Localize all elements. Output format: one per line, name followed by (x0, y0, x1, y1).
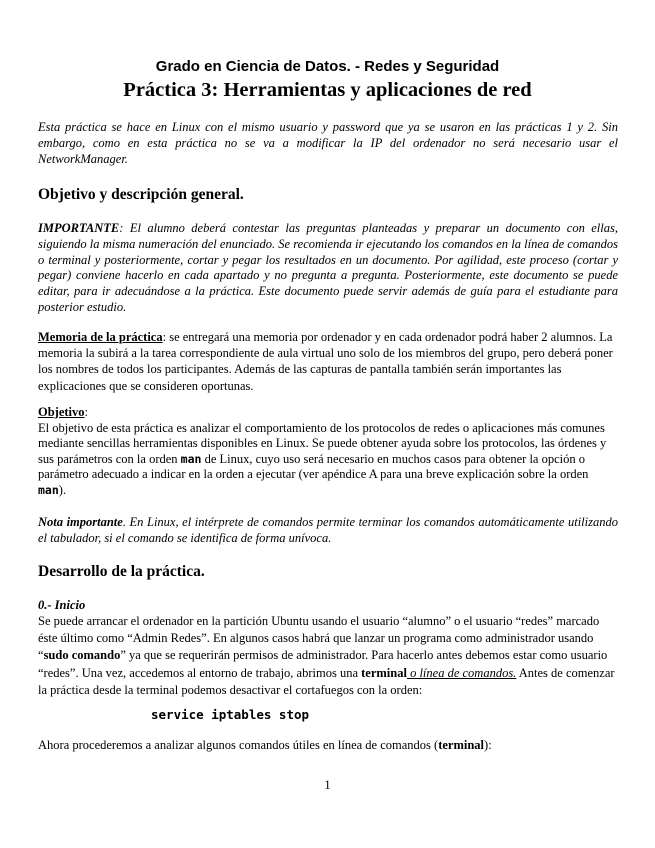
iptables-command: service iptables stop (151, 707, 310, 722)
intro-paragraph: Esta práctica se hace en Linux con el mismo usuario y password que ya se usaron en las prácticas 1 y 2. Sin embargo, como en esta práctica no se va a modificar la IP del ordenador no será necesario usar el NetworkManager. (38, 120, 618, 166)
ahora-text-a: Ahora procederemos a analizar algunos comandos útiles en línea de comandos ( (38, 738, 439, 752)
section-heading-desarrollo: Desarrollo de la práctica. (38, 563, 205, 580)
importante-paragraph (38, 221, 618, 316)
inicio-paragraph (38, 613, 618, 699)
inicio-text-c: Antes de comenzar la práctica desde la terminal podemos desactivar el cortafuegos con la orden: (38, 665, 615, 697)
nota-text: . En Linux, el intérprete de comandos permite terminar los comandos automáticamente utilizando el tabulador, si el comando se identifica de forma unívoca. (38, 515, 618, 545)
sudo-command: sudo comando (43, 648, 121, 663)
command-block (151, 706, 309, 724)
objetivo-heading-line (38, 405, 618, 421)
section-heading-objetivo: Objetivo y descripción general. (38, 186, 244, 203)
memoria-paragraph (38, 329, 618, 394)
objetivo-colon: : (84, 405, 89, 419)
nota-label: Nota importante (38, 515, 123, 529)
memoria-text: : se entregará una memoria por ordenador y en cada ordenador podrá haber 2 alumnos. La memoria la subirá a la tarea correspondiente de aula virtual uno solo de los miembros del grupo, pero deberá poner los nombres de todos los participantes. Además de las capturas de pantalla también serán importantes las explicaciones que se consideren oportunas. (38, 330, 613, 393)
nota-paragraph (38, 514, 618, 546)
objetivo-text-3: ). (58, 482, 67, 497)
importante-label: IMPORTANTE (38, 221, 120, 235)
objetivo-paragraph (38, 421, 618, 499)
objetivo-block (38, 405, 618, 499)
terminal-term: terminal (361, 665, 407, 680)
page-number: 1 (324, 778, 331, 792)
ahora-text-b: ): (484, 738, 492, 752)
ahora-paragraph (38, 738, 618, 753)
memoria-label: Memoria de la práctica (38, 330, 163, 344)
page-title: Práctica 3: Herramientas y aplicaciones de red (123, 79, 532, 101)
man-command-2: man (38, 482, 59, 497)
inicio-text-b: ” ya que se requerirán permisos de administrador. Para hacerlo antes debemos estar como usuario “redes”. Una vez, accedemos al entorno de trabajo, abrimos una (38, 648, 608, 680)
linea-comandos-link: o línea de comandos. (406, 665, 517, 680)
subsection-heading-inicio: 0.- Inicio (38, 598, 86, 612)
objetivo-text-2: de Linux, cuyo uso será necesario en muchos casos para obtener la opción o parámetro adecuado a indicar en la orden a ejecutar (ver apéndice A para una breve explicación sobre la orden (38, 451, 589, 482)
man-command-1: man (180, 451, 202, 466)
objetivo-text-1: El objetivo de esta práctica es analizar el comportamiento de los protocolos de redes o aplicaciones más comunes mediante sencillas herramientas disponibles en Linux. Se puede obtener ayuda sobre los protocolos, las órdenes y sus parámetros con la orden (38, 420, 607, 466)
objetivo-label: Objetivo (38, 405, 85, 419)
course-header: Grado en Ciencia de Datos. - Redes y Seguridad (155, 58, 500, 75)
inicio-text-a: Se puede arrancar el ordenador en la partición Ubuntu usando el usuario “alumno” o el usuario “redes” marcado éste último como “Admin Redes”. En algunos casos habrá que lanzar un programa como administrador usando “ (38, 614, 600, 663)
ahora-terminal: terminal (438, 738, 485, 752)
importante-text: : El alumno deberá contestar las preguntas planteadas y preparar un documento con ellas, siguiendo la misma numeración del enunciado. Se recomienda ir ejecutando los comandos en la línea de comandos o terminal y posteriormente, cortar y pegar los resultados en un documento. Por agilidad, este proceso (cortar y pegar) conviene hacerlo en cada apartado y no pregunta a pregunta. Posteriormente, este documento se puede editar, para ir adecuándose a la práctica. Este documento puede servir además de guía para el estudiante para posterior estudio. (38, 221, 618, 314)
